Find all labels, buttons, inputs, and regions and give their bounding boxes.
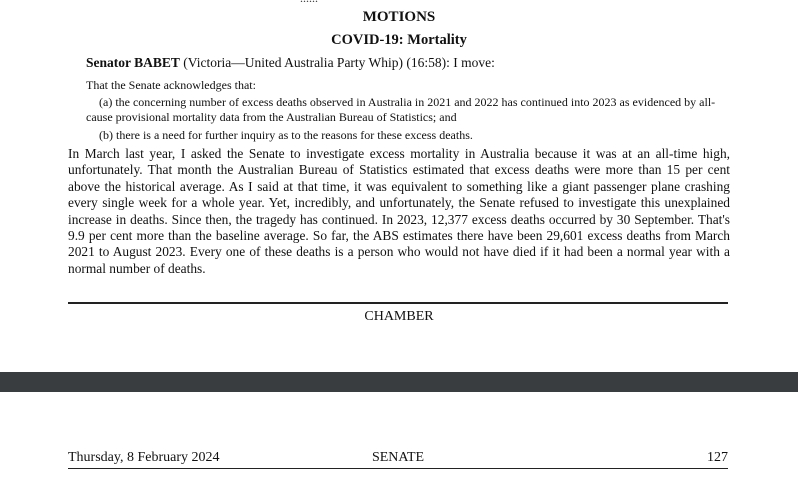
footer-rule	[68, 302, 728, 304]
speaker-name: Senator BABET	[86, 55, 180, 70]
header-house: SENATE	[371, 450, 425, 465]
section-title: MOTIONS	[362, 9, 436, 25]
motion-intro: That the Senate acknowledges that:	[86, 78, 256, 92]
clipped-previous-text	[0, 0, 798, 6]
speaker-details: (Victoria—United Australia Party Whip) (16:58):	[183, 55, 450, 70]
speaker-move: I move:	[453, 55, 495, 70]
next-page	[0, 392, 798, 484]
next-page-header	[68, 450, 728, 469]
page-separator	[0, 372, 798, 392]
speaker-line	[86, 55, 495, 71]
header-date: Thursday, 8 February 2024	[68, 450, 220, 465]
motion-item-a	[86, 95, 731, 125]
chamber-label: CHAMBER	[364, 309, 434, 324]
motion-item-b: (b) there is a need for further inquiry as to the reasons for these excess deaths.	[99, 128, 473, 142]
header-page-number: 127	[707, 450, 728, 465]
clipped-text	[300, 0, 318, 6]
speech-paragraph: In March last year, I asked the Senate to investigate excess mortality in Australia because it was at an all-time high, unfortunately. That month the Australian Bureau of Statistics estimated that excess deaths were more than 15 per cent above the historical average. As I said at that time, it was equivalent to something like a giant passenger plane crashing every single week for a whole year. Yet, incredibly, and unfortunately, the Senate refused to investigate this unexplained increase in deaths. Since then, the tragedy has continued. In 2023, 12,377 excess deaths occurred by 30 September. That's 9.9 per cent more than the baseline average. So far, the ABS estimates there have been 29,601 excess deaths from March 2021 to August 2023. Every one of these deaths is a person who would not have died if it had been a normal year with a normal number of deaths.	[68, 146, 730, 276]
section-subtitle: COVID-19: Mortality	[331, 32, 467, 48]
motion-item-a-text: (a) the concerning number of excess deaths observed in Australia in 2021 and 2022 has continued into 2023 as evidenced by all-cause provisional mortality data from the Australian Bureau of Statistics; and	[86, 95, 716, 124]
